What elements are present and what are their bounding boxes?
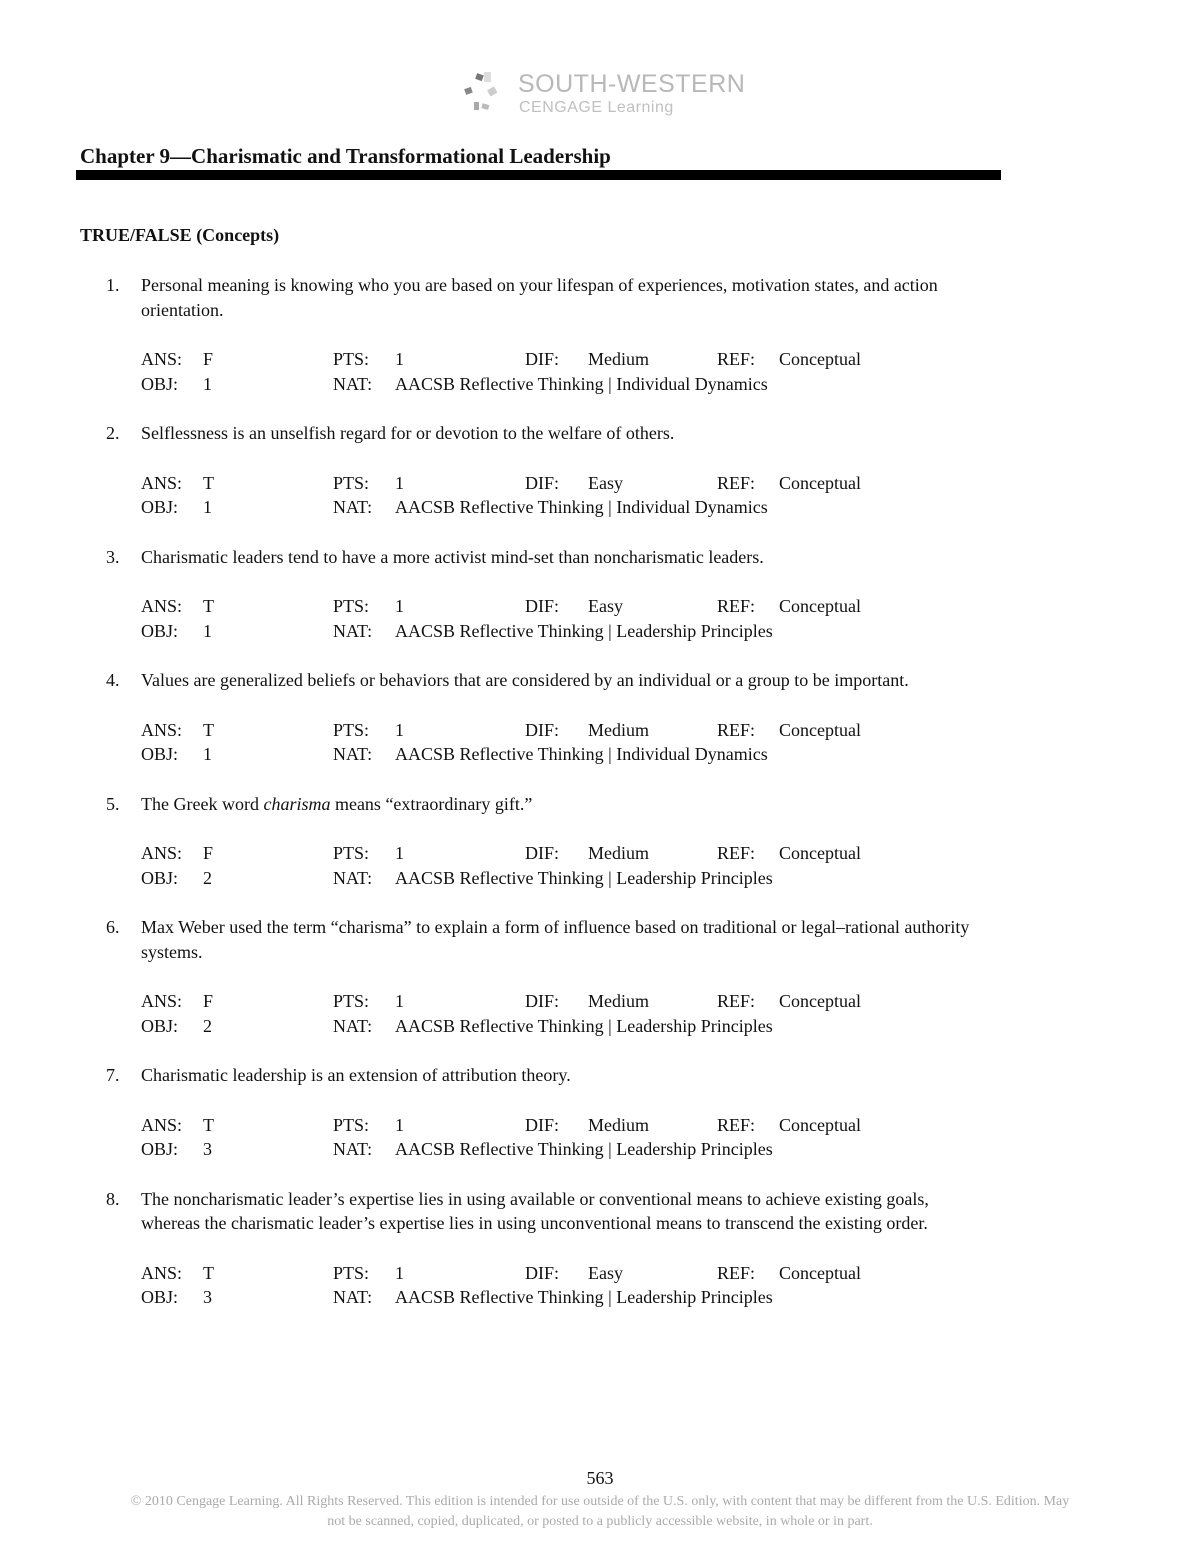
dif-label: DIF: <box>525 1114 560 1135</box>
nat-value: AACSB Reflective Thinking | Individual Dynamics <box>395 497 768 518</box>
ref-label: REF: <box>717 1114 756 1135</box>
title-rule <box>76 170 1001 180</box>
question-number: 4. <box>106 670 120 691</box>
obj-label: OBJ: <box>141 1015 179 1036</box>
question-text: Max Weber used the term “charisma” to explain a form of influence based on traditional or legal–rational authority systems. <box>141 917 970 962</box>
question-item <box>0 668 1200 767</box>
pts-value: 1 <box>395 1114 404 1135</box>
pts-label: PTS: <box>333 991 370 1012</box>
nat-value: AACSB Reflective Thinking | Leadership Principles <box>395 1139 773 1160</box>
nat-value: AACSB Reflective Thinking | Individual Dynamics <box>395 744 768 765</box>
question-item <box>0 545 1200 644</box>
ref-value: Conceptual <box>779 842 861 863</box>
copyright-notice: © 2010 Cengage Learning. All Rights Reserved. This edition is intended for use outside of the U.S. only, with content that may be different from the U.S. Edition. May not be scanned, copied, duplicated, or posted to a publicly accessible website, in whole or in part. <box>130 1494 1070 1529</box>
obj-label: OBJ: <box>141 497 179 518</box>
obj-label: OBJ: <box>141 744 179 765</box>
question-number: 1. <box>106 275 120 295</box>
dif-value: Medium <box>588 719 649 740</box>
ref-label: REF: <box>717 1262 756 1283</box>
ref-value: Conceptual <box>779 719 861 740</box>
question-item <box>0 915 1200 1038</box>
ref-value: Conceptual <box>779 1114 861 1135</box>
answer-meta <box>141 718 1200 767</box>
question-item <box>0 1187 1200 1310</box>
pts-value: 1 <box>395 991 404 1012</box>
pts-value: 1 <box>395 1262 404 1283</box>
dif-label: DIF: <box>525 349 560 370</box>
nat-label: NAT: <box>333 1015 373 1036</box>
question-text: Personal meaning is knowing who you are based on your lifespan of experiences, motivation states, and action orientation. <box>141 275 938 320</box>
ans-value: F <box>203 349 214 370</box>
ref-label: REF: <box>717 842 756 863</box>
question-text: Charismatic leadership is an extension of attribution theory. <box>141 1065 571 1086</box>
answer-meta <box>141 594 1200 643</box>
logo-mark-icon <box>460 72 512 116</box>
obj-value: 2 <box>203 1015 212 1036</box>
pts-value: 1 <box>395 596 404 617</box>
nat-label: NAT: <box>333 620 373 641</box>
ans-label: ANS: <box>141 842 183 863</box>
publisher-logo <box>460 68 750 124</box>
ref-value: Conceptual <box>779 596 861 617</box>
question-number: 2. <box>106 423 120 444</box>
ans-value: F <box>203 842 214 863</box>
dif-label: DIF: <box>525 991 560 1012</box>
ref-label: REF: <box>717 991 756 1012</box>
question-text <box>141 792 991 817</box>
pts-label: PTS: <box>333 349 370 370</box>
obj-value: 1 <box>203 744 212 765</box>
pts-value: 1 <box>395 842 404 863</box>
nat-label: NAT: <box>333 373 373 394</box>
pts-value: 1 <box>395 719 404 740</box>
obj-value: 1 <box>203 373 212 394</box>
pts-value: 1 <box>395 472 404 493</box>
pts-label: PTS: <box>333 842 370 863</box>
logo-brand: SOUTH-WESTERN <box>518 70 746 98</box>
answer-meta <box>141 841 1200 890</box>
nat-label: NAT: <box>333 1287 373 1308</box>
dif-value: Medium <box>588 349 649 370</box>
ans-value: T <box>203 472 214 493</box>
dif-value: Medium <box>588 1114 649 1135</box>
obj-value: 1 <box>203 497 212 518</box>
answer-meta <box>141 1113 1200 1162</box>
nat-value: AACSB Reflective Thinking | Leadership Principles <box>395 1287 773 1308</box>
answer-meta <box>141 471 1200 520</box>
dif-value: Easy <box>588 596 623 617</box>
ans-label: ANS: <box>141 1114 183 1135</box>
pts-label: PTS: <box>333 1262 370 1283</box>
pts-label: PTS: <box>333 472 370 493</box>
obj-label: OBJ: <box>141 620 179 641</box>
dif-label: DIF: <box>525 1262 560 1283</box>
ref-label: REF: <box>717 719 756 740</box>
ref-value: Conceptual <box>779 349 861 370</box>
ans-label: ANS: <box>141 719 183 740</box>
question-item <box>0 421 1200 520</box>
text-emphasis: charisma <box>263 793 331 814</box>
ans-value: T <box>203 1114 214 1135</box>
ref-label: REF: <box>717 596 756 617</box>
nat-label: NAT: <box>333 867 373 888</box>
obj-value: 2 <box>203 867 212 888</box>
answer-meta <box>141 347 1200 396</box>
text-part: The Greek word <box>141 793 264 814</box>
ref-value: Conceptual <box>779 991 861 1012</box>
question-text: Values are generalized beliefs or behaviors that are considered by an individual or a group to be important. <box>141 670 909 691</box>
ref-label: REF: <box>717 349 756 370</box>
nat-value: AACSB Reflective Thinking | Leadership Principles <box>395 620 773 641</box>
question-text: Charismatic leaders tend to have a more activist mind-set than noncharismatic leaders. <box>141 546 764 567</box>
ref-value: Conceptual <box>779 1262 861 1283</box>
text-part: means “extraordinary gift.” <box>330 793 533 814</box>
ans-value: T <box>203 719 214 740</box>
ans-value: T <box>203 1262 214 1283</box>
nat-label: NAT: <box>333 1139 373 1160</box>
ans-label: ANS: <box>141 596 183 617</box>
ans-label: ANS: <box>141 1262 183 1283</box>
dif-label: DIF: <box>525 596 560 617</box>
ans-label: ANS: <box>141 991 183 1012</box>
question-item <box>0 273 1200 396</box>
ans-label: ANS: <box>141 472 183 493</box>
question-number: 5. <box>106 793 120 814</box>
nat-value: AACSB Reflective Thinking | Leadership Principles <box>395 867 773 888</box>
pts-label: PTS: <box>333 596 370 617</box>
dif-label: DIF: <box>525 719 560 740</box>
dif-label: DIF: <box>525 472 560 493</box>
logo-sub: CENGAGE Learning <box>519 99 674 116</box>
obj-value: 3 <box>203 1139 212 1160</box>
nat-label: NAT: <box>333 744 373 765</box>
obj-value: 1 <box>203 620 212 641</box>
question-number: 3. <box>106 546 120 567</box>
question-item <box>0 1063 1200 1162</box>
pts-value: 1 <box>395 349 404 370</box>
question-item <box>0 792 1200 891</box>
obj-label: OBJ: <box>141 867 179 888</box>
pts-label: PTS: <box>333 1114 370 1135</box>
obj-label: OBJ: <box>141 373 179 394</box>
answer-meta <box>141 1261 1200 1310</box>
pts-label: PTS: <box>333 719 370 740</box>
obj-label: OBJ: <box>141 1287 179 1308</box>
ref-label: REF: <box>717 472 756 493</box>
section-heading: TRUE/FALSE (Concepts) <box>80 225 280 245</box>
question-text: The noncharismatic leader’s expertise lies in using available or conventional means to achieve existing goals, whereas the charismatic leader’s expertise lies in using unconventional means to transcend the existing order. <box>141 1188 929 1234</box>
question-number: 8. <box>106 1188 120 1209</box>
question-number: 7. <box>106 1065 120 1086</box>
dif-value: Medium <box>588 842 649 863</box>
nat-value: AACSB Reflective Thinking | Leadership Principles <box>395 1015 773 1036</box>
dif-label: DIF: <box>525 842 560 863</box>
obj-label: OBJ: <box>141 1139 179 1160</box>
dif-value: Easy <box>588 1262 623 1283</box>
dif-value: Easy <box>588 472 623 493</box>
dif-value: Medium <box>588 991 649 1012</box>
ans-label: ANS: <box>141 349 183 370</box>
question-text: Selflessness is an unselfish regard for or devotion to the welfare of others. <box>141 423 675 444</box>
nat-value: AACSB Reflective Thinking | Individual Dynamics <box>395 373 768 394</box>
ans-value: T <box>203 596 214 617</box>
ans-value: F <box>203 991 214 1012</box>
chapter-title: Chapter 9—Charismatic and Transformational Leadership <box>80 144 611 168</box>
nat-label: NAT: <box>333 497 373 518</box>
answer-meta <box>141 989 1200 1038</box>
question-number: 6. <box>106 917 120 938</box>
ref-value: Conceptual <box>779 472 861 493</box>
obj-value: 3 <box>203 1287 212 1308</box>
question-list <box>0 273 1200 1335</box>
page-number: 563 <box>586 1468 614 1488</box>
